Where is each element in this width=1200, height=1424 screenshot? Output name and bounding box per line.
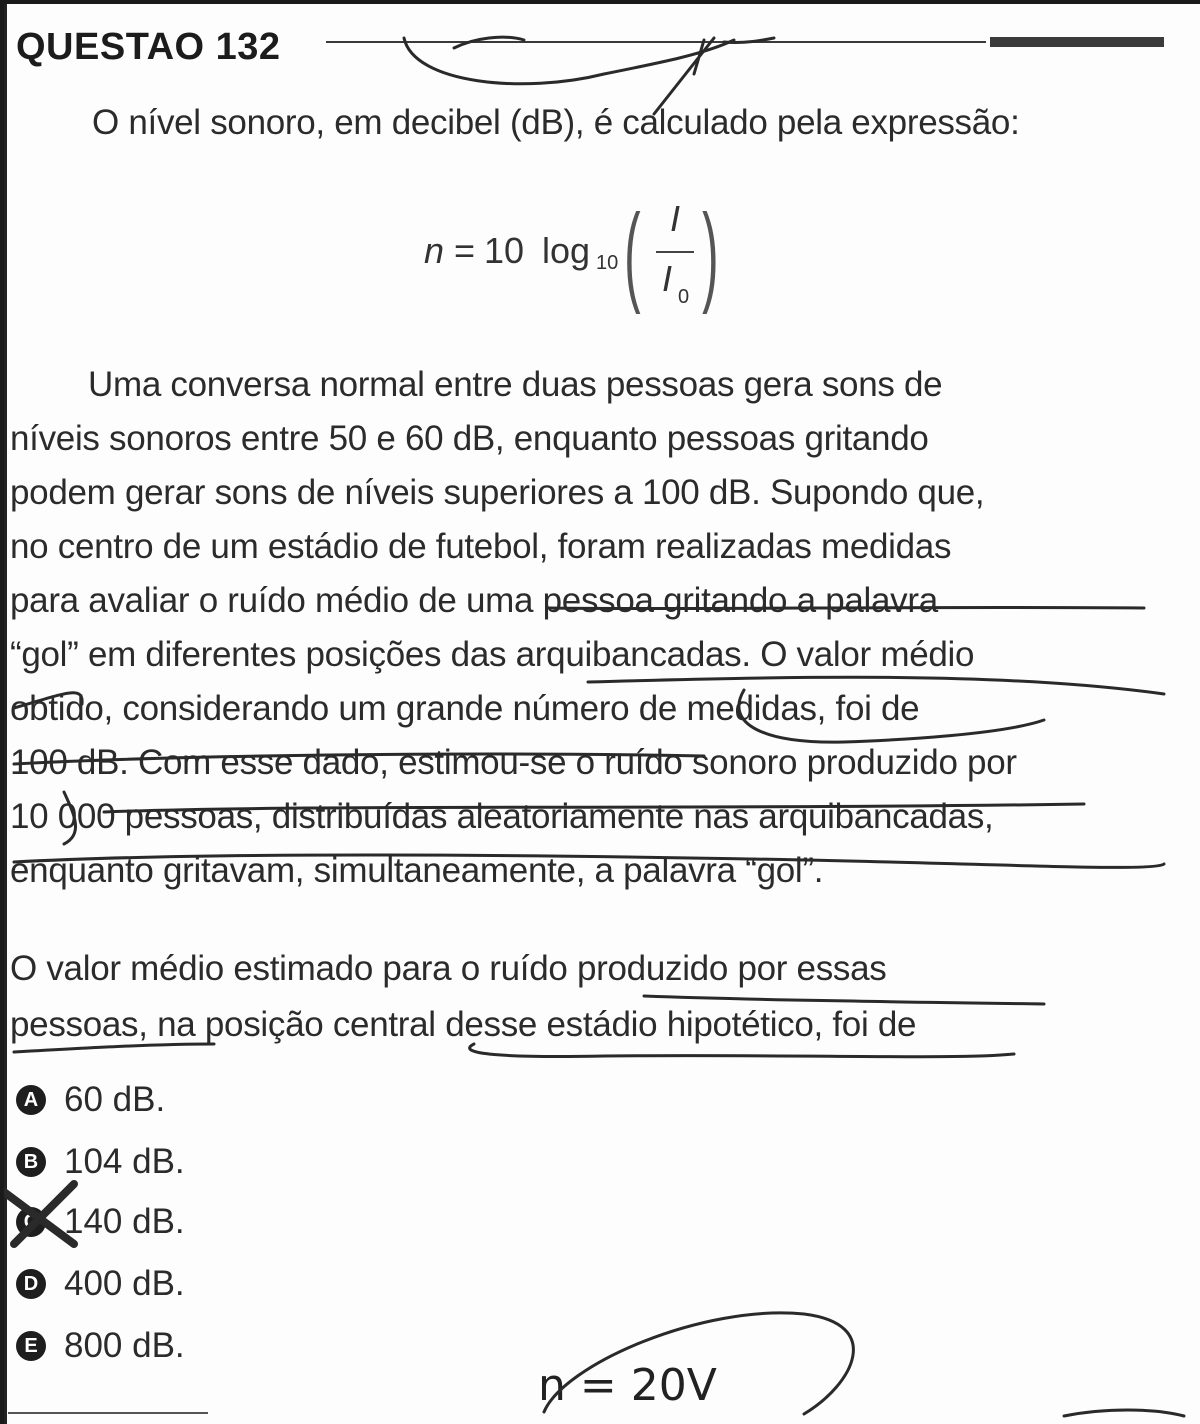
header-loop-icon	[404, 38, 734, 84]
page-left-edge	[4, 4, 7, 1424]
formula-base: 10	[596, 252, 619, 274]
left-paren-icon: (	[624, 192, 641, 315]
exam-page	[4, 4, 1200, 1424]
option-text: 400 dB.	[64, 1264, 185, 1303]
header-rule-thick	[990, 37, 1164, 47]
paragraph-line: enquanto gritavam, simultaneamente, a palavra “gol”.	[10, 851, 824, 890]
option-d[interactable]	[14, 1260, 185, 1308]
option-text: 104 dB.	[64, 1142, 185, 1181]
option-letter-badge: E	[16, 1331, 46, 1361]
paragraph-line: no centro de um estádio de futebol, foram realizadas medidas	[10, 527, 952, 566]
paragraph-line: podem gerar sons de níveis superiores a 100 dB. Supondo que,	[10, 473, 985, 512]
option-letter-badge: C	[16, 1207, 46, 1237]
formula-function: log	[542, 230, 591, 271]
right-paren-icon: )	[702, 192, 719, 315]
paragraph-line: “gol” em diferentes posições das arquibancadas. O valor médio	[10, 635, 975, 674]
formula-numerator: I	[670, 198, 681, 239]
option-c[interactable]	[14, 1198, 185, 1246]
footer-rule	[8, 1412, 208, 1414]
handwritten-note: n = 20V	[538, 1360, 717, 1411]
fraction-bar	[656, 251, 694, 253]
decibel-formula	[424, 194, 744, 314]
header-rule	[326, 41, 986, 43]
formula-denominator-subscript: 0	[678, 286, 690, 308]
option-b[interactable]	[14, 1138, 185, 1186]
formula-lhs: n	[424, 230, 445, 271]
option-e[interactable]	[14, 1322, 185, 1370]
question-title: QUESTAO 132	[16, 26, 281, 68]
paragraph-line: para avaliar o ruído médio de uma pessoa gritando a palavra	[10, 581, 938, 620]
paragraph-line: Uma conversa normal entre duas pessoas gera sons de	[88, 365, 943, 404]
option-letter-badge: B	[16, 1147, 46, 1177]
paragraph-line: 100 dB. Com esse dado, estimou-se o ruído sonoro produzido por	[10, 743, 1017, 782]
prompt-line: pessoas, na posição central desse estádio hipotético, foi de	[10, 1005, 917, 1044]
formula-equals: =	[454, 230, 476, 271]
formula-denominator: I	[662, 258, 673, 299]
option-text: 60 dB.	[64, 1080, 166, 1119]
option-a[interactable]	[14, 1076, 165, 1124]
paragraph-line: 10 000 pessoas, distribuídas aleatoriamente nas arquibancadas,	[10, 797, 994, 836]
formula-coefficient: 10	[484, 230, 525, 271]
intro-text: O nível sonoro, em decibel (dB), é calculado pela expressão:	[92, 103, 1020, 142]
option-text: 140 dB.	[64, 1202, 185, 1241]
paragraph-line: obtido, considerando um grande número de medidas, foi de	[10, 689, 920, 728]
prompt-line: O valor médio estimado para o ruído produzido por essas	[10, 949, 887, 988]
option-letter-badge: A	[16, 1085, 46, 1115]
paragraph-line: níveis sonoros entre 50 e 60 dB, enquanto pessoas gritando	[10, 419, 929, 458]
option-letter-badge: D	[16, 1269, 46, 1299]
option-text: 800 dB.	[64, 1326, 185, 1365]
